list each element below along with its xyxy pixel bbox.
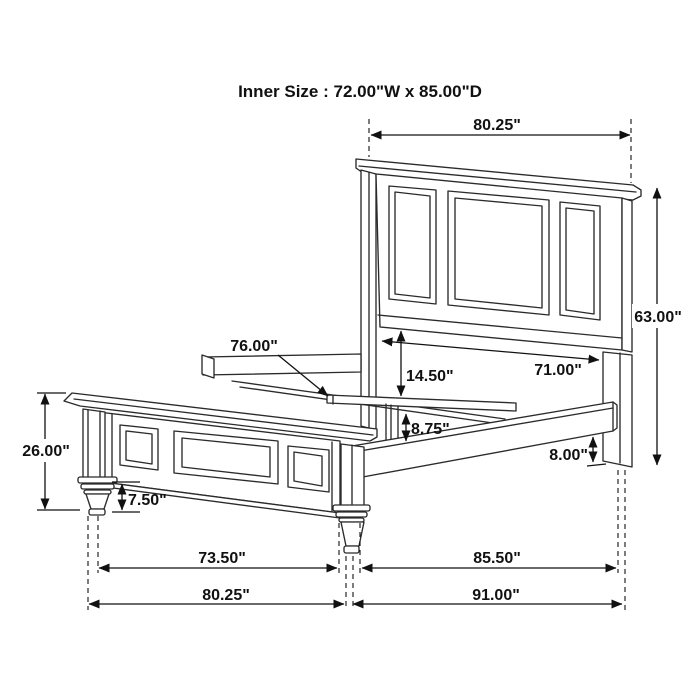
label-footboard-leg-height: 7.50" <box>128 492 167 509</box>
label-headboard-inner-width: 71.00" <box>534 362 582 379</box>
label-footboard-width: 80.25" <box>202 587 250 604</box>
label-footboard-leg-span: 73.50" <box>198 550 246 567</box>
label-headboard-height: 63.00" <box>634 309 682 326</box>
footboard-left-post <box>83 409 105 482</box>
footboard <box>64 393 377 518</box>
label-slat-rail-length: 76.00" <box>230 338 278 355</box>
far-rail-end-post <box>202 355 214 378</box>
label-side-rail-span: 85.50" <box>473 550 521 567</box>
center-slat <box>327 395 516 411</box>
diagram-title: Inner Size : 72.00"W x 85.00"D <box>238 82 482 101</box>
label-panel-to-deck: 14.50" <box>406 368 454 385</box>
label-overall-length: 91.00" <box>472 587 520 604</box>
footboard-left-leg <box>78 477 117 515</box>
label-rail-to-floor: 8.00" <box>549 447 588 464</box>
label-headboard-width: 80.25" <box>473 117 521 134</box>
far-side-rail <box>203 354 361 375</box>
headboard-right-edge <box>622 198 632 352</box>
label-footboard-height: 26.00" <box>22 443 70 460</box>
label-deck-to-rail: 8.75" <box>411 421 450 438</box>
